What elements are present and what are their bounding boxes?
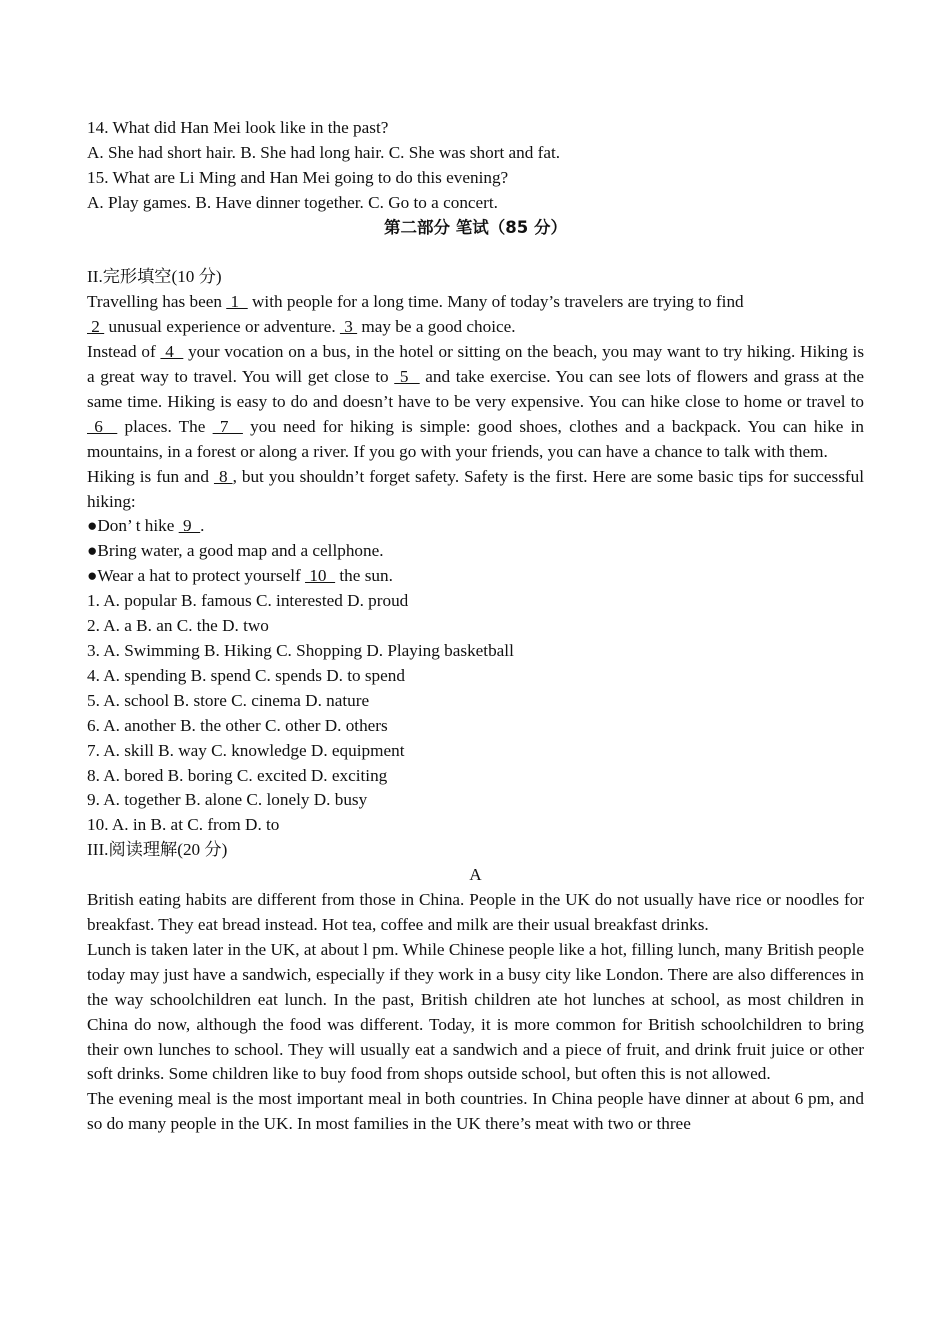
blank-5: 5 <box>394 367 420 387</box>
text: Travelling has been <box>87 292 227 312</box>
option-line: 8. A. bored B. boring C. excited D. exciting <box>87 765 388 785</box>
text: may be a good choice. <box>357 317 516 337</box>
text: your vocation on a bus, in the hotel or sitting on the beach, you may want to try hiking. Hiking is a great way to travel. You will get close to <box>87 342 865 387</box>
reading-paragraph-1: British eating habits are different from those in China. People in the UK do not usually have rice or noodles for breakfast. They eat bread instead. Hot tea, coffee and milk are their usual breakfast drinks. <box>87 890 864 934</box>
blank-6: 6 <box>87 416 118 436</box>
cloze-paragraph-3 <box>87 465 864 515</box>
text: unusual experience or adventure. <box>104 317 340 337</box>
cloze-paragraph-2 <box>87 340 864 465</box>
text: Instead of <box>87 342 161 362</box>
blank-8: 8 <box>213 466 233 486</box>
text: the sun. <box>335 566 393 586</box>
passage-label: A <box>469 865 482 885</box>
text: , but you shouldn’t forget safety. Safety is the first. Here are some basic tips for successful hiking: <box>87 466 865 511</box>
option-line: 6. A. another B. the other C. other D. others <box>87 715 388 735</box>
tip-1 <box>87 514 864 539</box>
question-14-options: A. She had short hair. B. She had long hair. C. She was short and fat. <box>87 142 561 162</box>
text: ●Don’ t hike <box>87 516 179 536</box>
text: ●Wear a hat to protect yourself <box>87 566 306 586</box>
text: places. The <box>117 416 213 436</box>
question-15: 15. What are Li Ming and Han Mei going to do this evening? <box>87 167 509 187</box>
text: with people for a long time. Many of today’s travelers are trying to find <box>247 292 744 312</box>
blank-4: 4 <box>160 342 184 362</box>
question-14: 14. What did Han Mei look like in the past? <box>87 118 389 137</box>
tip-3 <box>87 564 864 589</box>
text: you need for hiking is simple: good shoes, clothes and a backpack. You can hike in mountains, in a forest or along a river. If you go with your friends, you can have a chance to talk with them. <box>87 416 865 461</box>
blank-3: 3 <box>339 317 358 337</box>
tip-2: ●Bring water, a good map and a cellphone. <box>87 541 384 561</box>
option-line: 1. A. popular B. famous C. interested D. proud <box>87 591 409 611</box>
cloze-heading: II.完形填空(10 分) <box>87 267 222 287</box>
reading-paragraph-3: The evening meal is the most important meal in both countries. In China people have dinner at about 6 pm, and so do many people in the UK. In most families in the UK there’s meat with two or three <box>87 1089 864 1134</box>
text: . <box>200 516 205 536</box>
option-line: 9. A. together B. alone C. lonely D. busy <box>87 790 368 810</box>
reading-paragraph-2: Lunch is taken later in the UK, at about l pm. While Chinese people like a hot, filling lunch, many British people today may just have a sandwich, especially if they work in a busy city like London. There are also differences in the way schoolchildren eat lunch. In the past, British children ate hot lunches at school, as most children in China do now, although the food was different. Today, it is more common for British schoolchildren to bring their own lunches to school. They will usually eat a sandwich and a piece of fruit, and drink fruit juice or other soft drinks. Some children like to buy food from shops outside school, but often this is not allowed. <box>87 939 864 1084</box>
option-line: 4. A. spending B. spend C. spends D. to spend <box>87 665 405 685</box>
blank-10: 10 <box>305 566 336 586</box>
blank-7: 7 <box>212 416 243 436</box>
reading-heading: III.阅读理解(20 分) <box>87 840 228 860</box>
part-two-title: 第二部分 笔试（85 分） <box>384 217 567 237</box>
cloze-paragraph-1 <box>87 290 864 340</box>
text: Hiking is fun and <box>87 466 214 486</box>
exam-page <box>87 116 864 1137</box>
blank-2: 2 <box>87 317 105 337</box>
option-line: 5. A. school B. store C. cinema D. nature <box>87 690 370 710</box>
question-15-options: A. Play games. B. Have dinner together. C. Go to a concert. <box>87 192 498 212</box>
blank-9: 9 <box>178 516 201 536</box>
option-line: 10. A. in B. at C. from D. to <box>87 815 280 835</box>
option-line: 7. A. skill B. way C. knowledge D. equipment <box>87 740 405 760</box>
text: and take exercise. You can see lots of flowers and grass at the same time. Hiking is easy to do and doesn’t have to be very expensive. You can hike close to home or travel to <box>87 367 865 411</box>
option-line: 3. A. Swimming B. Hiking C. Shopping D. Playing basketball <box>87 641 514 661</box>
option-line: 2. A. a B. an C. the D. two <box>87 616 269 636</box>
blank-1: 1 <box>226 292 248 312</box>
